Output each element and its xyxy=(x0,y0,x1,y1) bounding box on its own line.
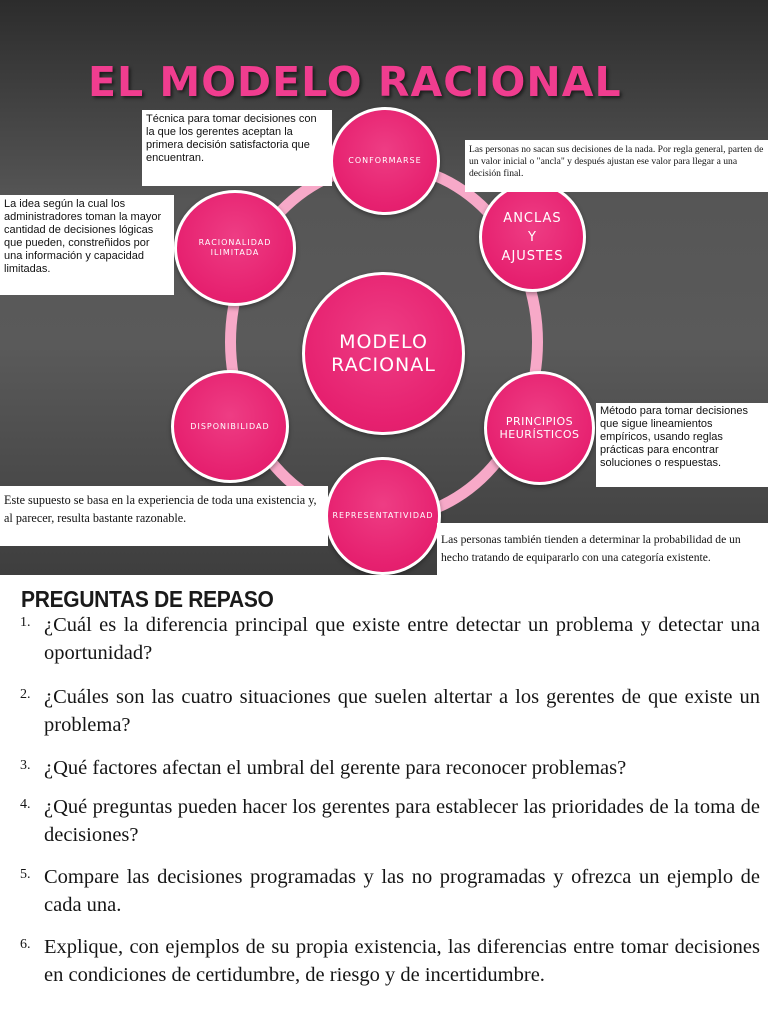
note-conformarse: Técnica para tomar decisiones con la que los gerentes aceptan la primera decisión satisfactoria que encuentran. xyxy=(142,110,332,186)
slide-title: EL MODELO RACIONAL xyxy=(88,58,622,106)
node-center-line1: MODELO xyxy=(339,330,428,353)
node-anclas-line2: Y xyxy=(528,229,537,245)
node-modelo-racional xyxy=(302,272,465,435)
question-text: ¿Cuáles son las cuatro situaciones que suelen altertar a los gerentes de que existe un problema? xyxy=(44,686,760,736)
note-representatividad: Las personas también tienden a determinar la probabilidad de un hecho tratando de equipararlo con una categoría existente. xyxy=(437,523,768,575)
note-anclas: Las personas no sacan sus decisiones de la nada. Por regla general, parten de un valor inicial o "ancla" y después ajustan ese valor para llegar a una decisión final. xyxy=(465,140,768,192)
question-number: 3. xyxy=(20,758,31,773)
question-number: 2. xyxy=(20,687,31,702)
node-principios-heuristicos xyxy=(484,371,595,485)
node-representatividad-label: REPRESENTATIVIDAD xyxy=(332,511,434,520)
question-text: Explique, con ejemplos de su propia existencia, las diferencias entre tomar decisiones en condiciones de certidumbre, de riesgo y de incertidumbre. xyxy=(44,936,760,986)
node-disponibilidad-label: DISPONIBILIDAD xyxy=(190,421,270,431)
question-number: 4. xyxy=(20,797,31,812)
node-principios-line1: PRINCIPIOS xyxy=(505,415,574,428)
node-representatividad xyxy=(325,457,441,575)
note-principios: Método para tomar decisiones que sigue lineamientos empíricos, usando reglas prácticas para encontrar soluciones o respuestas. xyxy=(596,403,768,487)
node-center-line2: RACIONAL xyxy=(331,353,436,376)
node-anclas-line1: ANCLAS xyxy=(503,210,562,226)
question-text: ¿Cuál es la diferencia principal que existe entre detectar un problema y detectar una oportunidad? xyxy=(44,614,760,664)
node-disponibilidad xyxy=(171,370,289,483)
node-racionalidad-line1: RACIONALIDAD xyxy=(198,238,272,247)
review-questions xyxy=(0,575,768,1024)
note-experiencia: Este supuesto se basa en la experiencia de toda una existencia y, al parecer, resulta bastante razonable. xyxy=(0,486,328,546)
node-conformarse xyxy=(330,107,440,215)
question-number: 1. xyxy=(20,615,31,630)
node-anclas-ajustes xyxy=(479,182,586,292)
question-text: ¿Qué preguntas pueden hacer los gerentes para establecer las prioridades de la toma de decisiones? xyxy=(44,796,760,846)
review-heading: PREGUNTAS DE REPASO xyxy=(21,587,274,613)
question-number: 5. xyxy=(20,867,31,882)
question-text: ¿Qué factores afectan el umbral del gerente para reconocer problemas? xyxy=(44,757,627,779)
node-principios-line2: HEURÍSTICOS xyxy=(499,428,580,441)
question-number: 6. xyxy=(20,937,31,952)
node-racionalidad-ilimitada xyxy=(174,190,296,306)
question-text: Compare las decisiones programadas y las no programadas y ofrezca un ejemplo de cada una. xyxy=(44,866,760,916)
node-racionalidad-line2: ILIMITADA xyxy=(210,248,260,257)
node-conformarse-label: CONFORMARSE xyxy=(348,156,422,165)
note-racionalidad: La idea según la cual los administradores toman la mayor cantidad de decisiones lógicas que pueden, constreñidos por una información y capacidad limitadas. xyxy=(0,195,174,295)
node-anclas-line3: AJUSTES xyxy=(501,248,564,264)
